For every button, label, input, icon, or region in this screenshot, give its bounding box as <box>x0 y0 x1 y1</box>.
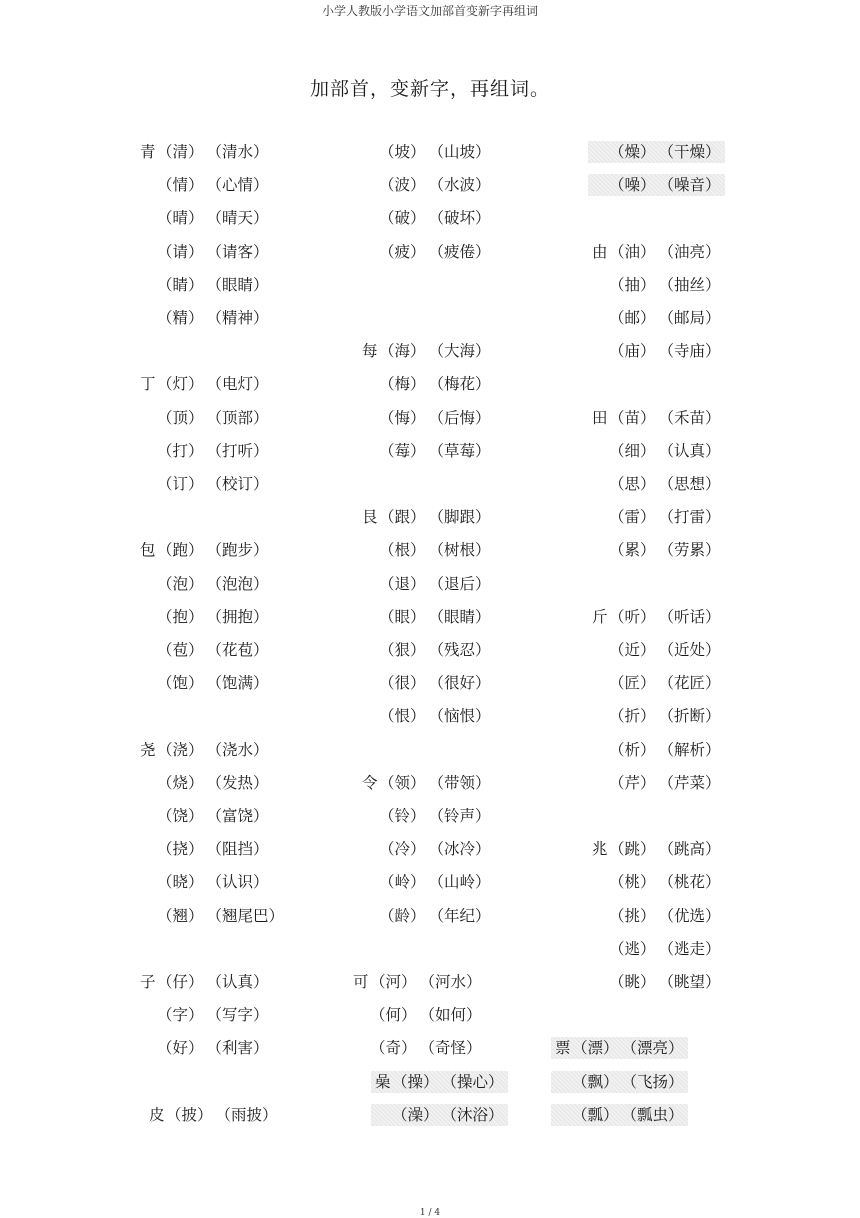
word-entry <box>362 241 491 263</box>
new-character: （芹） <box>609 773 656 792</box>
compound-word: （饱满） <box>206 674 269 693</box>
word-entry <box>362 772 491 794</box>
new-character: （饱） <box>157 674 204 693</box>
radical-root: 青 <box>140 143 156 161</box>
word-entry <box>592 905 721 927</box>
radical-root: 尧 <box>140 740 156 759</box>
word-entry <box>551 1037 688 1059</box>
word-entry <box>362 606 491 628</box>
word-entry <box>592 705 721 727</box>
new-character: （灯） <box>157 375 204 394</box>
word-entry <box>592 938 721 960</box>
compound-word: （大海） <box>428 342 491 361</box>
word-entry <box>588 174 725 196</box>
compound-word: （噪音） <box>658 176 721 195</box>
new-character: （抱） <box>157 607 204 626</box>
new-character: （悔） <box>379 408 426 427</box>
compound-word: （残忍） <box>428 641 491 659</box>
word-entry <box>362 672 491 694</box>
new-character: （苗） <box>609 408 656 427</box>
radical-root: 票 <box>555 1039 571 1058</box>
new-character: （泡） <box>157 574 204 593</box>
word-entry <box>592 340 721 362</box>
page-title: 加部首，变新字，再组词。 <box>309 78 550 100</box>
new-character: （领） <box>379 773 426 792</box>
new-character: （思） <box>609 475 656 493</box>
compound-word: （退后） <box>428 574 491 593</box>
word-entry <box>592 506 721 528</box>
new-character: （龄） <box>379 906 426 925</box>
compound-word: （逃走） <box>658 939 721 958</box>
compound-word: （近处） <box>658 641 721 659</box>
new-character: （雷） <box>609 508 656 527</box>
word-entry <box>140 672 269 694</box>
radical-root: 艮 <box>362 508 378 527</box>
radical-root: 子 <box>140 973 156 991</box>
new-character: （燥） <box>609 143 656 161</box>
word-entry <box>362 639 491 661</box>
compound-word: （山岭） <box>428 873 491 892</box>
new-character: （浇） <box>157 740 204 759</box>
word-entry <box>362 573 491 595</box>
new-character: （眺） <box>609 973 656 991</box>
new-character: （根） <box>379 541 426 560</box>
new-character: （精） <box>157 309 204 327</box>
compound-word: （晴天） <box>206 209 269 228</box>
compound-word: （树根） <box>428 541 491 560</box>
compound-word: （跑步） <box>206 541 269 560</box>
word-entry <box>140 407 269 429</box>
new-character: （澡） <box>392 1105 439 1124</box>
compound-word: （认识） <box>206 873 269 892</box>
new-character: （清） <box>157 143 204 161</box>
compound-word: （后悔） <box>428 408 491 427</box>
word-entry <box>592 871 721 893</box>
new-character: （漂） <box>572 1039 619 1058</box>
compound-word: （跳高） <box>658 840 721 859</box>
word-entry <box>140 838 269 860</box>
compound-word: （认真） <box>658 441 721 460</box>
new-character: （订） <box>157 475 204 493</box>
new-character: （跟） <box>379 508 426 527</box>
compound-word: （写字） <box>206 1006 269 1025</box>
word-entry <box>140 141 269 163</box>
word-entry <box>592 838 721 860</box>
compound-word: （操心） <box>441 1072 504 1091</box>
word-entry <box>140 772 269 794</box>
compound-word: （年纪） <box>428 906 491 925</box>
word-entry <box>140 739 269 761</box>
radical-root: 皮 <box>149 1105 165 1124</box>
compound-word: （芹菜） <box>658 773 721 792</box>
compound-word: （恼恨） <box>428 707 491 726</box>
radical-root: 每 <box>362 342 378 361</box>
compound-word: （劳累） <box>658 541 721 560</box>
word-entry <box>592 606 721 628</box>
new-character: （烧） <box>157 773 204 792</box>
word-entry <box>362 539 491 561</box>
compound-word: （很好） <box>428 674 491 693</box>
word-entry <box>362 340 491 362</box>
compound-word: （拥抱） <box>206 607 269 626</box>
new-character: （累） <box>609 541 656 560</box>
new-character: （跑） <box>157 541 204 560</box>
word-entry <box>140 573 269 595</box>
new-character: （顶） <box>157 408 204 427</box>
word-entry <box>592 440 721 462</box>
compound-word: （邮局） <box>658 309 721 327</box>
compound-word: （校订） <box>206 475 269 493</box>
compound-word: （优选） <box>658 906 721 925</box>
new-character: （岭） <box>379 873 426 892</box>
compound-word: （如何） <box>419 1006 482 1025</box>
new-character: （请） <box>157 242 204 261</box>
compound-word: （油亮） <box>658 242 721 261</box>
new-character: （冷） <box>379 840 426 859</box>
radical-root: 田 <box>592 408 608 427</box>
word-entry <box>592 407 721 429</box>
compound-word: （精神） <box>206 309 269 327</box>
compound-word: （草莓） <box>428 441 491 460</box>
compound-word: （山坡） <box>428 143 491 161</box>
new-character: （油） <box>609 242 656 261</box>
new-character: （字） <box>157 1006 204 1025</box>
compound-word: （带领） <box>428 773 491 792</box>
new-character: （逃） <box>609 939 656 958</box>
compound-word: （顶部） <box>206 408 269 427</box>
compound-word: （沐浴） <box>441 1105 504 1124</box>
new-character: （很） <box>379 674 426 693</box>
compound-word: （翘尾巴） <box>206 906 285 925</box>
word-entry <box>551 1071 688 1093</box>
compound-word: （打雷） <box>658 508 721 527</box>
word-entry <box>371 1071 508 1093</box>
new-character: （奇） <box>370 1039 417 1058</box>
compound-word: （心情） <box>206 176 269 195</box>
radical-root: 斤 <box>592 607 608 626</box>
new-character: （桃） <box>609 873 656 892</box>
compound-word: （发热） <box>206 773 269 792</box>
radical-root: 包 <box>140 541 156 560</box>
new-character: （仔） <box>157 973 204 991</box>
compound-word: （电灯） <box>206 375 269 394</box>
compound-word: （请客） <box>206 242 269 261</box>
word-entry <box>362 905 491 927</box>
new-character: （细） <box>609 441 656 460</box>
word-entry <box>371 1104 508 1126</box>
new-character: （铃） <box>379 807 426 825</box>
word-entry <box>362 174 491 196</box>
word-entry <box>592 772 721 794</box>
word-entry <box>362 207 491 229</box>
compound-word: （眺望） <box>658 973 721 991</box>
new-character: （退） <box>379 574 426 593</box>
new-character: （庙） <box>609 342 656 361</box>
new-character: （疲） <box>379 242 426 261</box>
new-character: （瓢） <box>572 1105 619 1124</box>
compound-word: （抽丝） <box>658 275 721 294</box>
word-entry <box>362 373 491 395</box>
word-entry <box>353 1004 482 1026</box>
radical-root: 丁 <box>140 375 156 394</box>
new-character: （河） <box>370 973 417 991</box>
word-entry <box>592 739 721 761</box>
new-character: （打） <box>157 441 204 460</box>
compound-word: （水波） <box>428 176 491 195</box>
page-header: 小学人教版小学语文加部首变新字再组词 <box>321 4 538 18</box>
compound-word: （干燥） <box>658 143 721 161</box>
word-entry <box>140 274 269 296</box>
radical-root: 令 <box>362 773 378 792</box>
compound-word: （认真） <box>206 973 269 991</box>
new-character: （披） <box>166 1105 213 1124</box>
compound-word: （浇水） <box>206 740 269 759</box>
word-entry <box>592 971 721 993</box>
new-character: （挠） <box>157 840 204 859</box>
new-character: （近） <box>609 641 656 659</box>
word-entry <box>140 971 269 993</box>
compound-word: （脚跟） <box>428 508 491 527</box>
compound-word: （利害） <box>206 1039 269 1058</box>
compound-word: （冰冷） <box>428 840 491 859</box>
word-entry <box>362 871 491 893</box>
compound-word: （瓢虫） <box>621 1105 684 1124</box>
new-character: （邮） <box>609 309 656 327</box>
compound-word: （花苞） <box>206 641 269 659</box>
word-entry <box>362 407 491 429</box>
compound-word: （打听） <box>206 441 269 460</box>
word-entry <box>140 871 269 893</box>
word-entry <box>592 539 721 561</box>
new-character: （情） <box>157 176 204 195</box>
compound-word: （梅花） <box>428 375 491 394</box>
word-entry <box>592 274 721 296</box>
radical-root: 可 <box>353 973 369 991</box>
word-entry <box>592 672 721 694</box>
word-entry <box>362 141 491 163</box>
compound-word: （破坏） <box>428 209 491 228</box>
new-character: （好） <box>157 1039 204 1058</box>
compound-word: （寺庙） <box>658 342 721 361</box>
word-entry <box>140 905 284 927</box>
word-entry <box>592 241 721 263</box>
word-entry <box>140 473 269 495</box>
word-entry <box>551 1104 688 1126</box>
new-character: （睛） <box>157 275 204 294</box>
word-entry <box>362 440 491 462</box>
new-character: （恨） <box>379 707 426 726</box>
radical-root: 兆 <box>592 840 608 859</box>
radical-root: 由 <box>592 242 608 261</box>
word-entry <box>362 805 491 827</box>
compound-word: （桃花） <box>658 873 721 892</box>
word-entry <box>140 606 269 628</box>
word-entry <box>353 971 482 993</box>
compound-word: （泡泡） <box>206 574 269 593</box>
compound-word: （阻挡） <box>206 840 269 859</box>
word-entry <box>592 473 721 495</box>
new-character: （挑） <box>609 906 656 925</box>
word-entry <box>140 207 269 229</box>
new-character: （折） <box>609 707 656 726</box>
new-character: （听） <box>609 607 656 626</box>
compound-word: （思想） <box>658 475 721 493</box>
new-character: （噪） <box>609 176 656 195</box>
word-entry <box>140 1037 269 1059</box>
word-entry <box>140 440 269 462</box>
word-entry <box>149 1104 278 1126</box>
word-entry <box>588 141 725 163</box>
new-character: （破） <box>379 209 426 228</box>
new-character: （抽） <box>609 275 656 294</box>
compound-word: （眼睛） <box>206 275 269 294</box>
compound-word: （眼睛） <box>428 607 491 626</box>
compound-word: （奇怪） <box>419 1039 482 1058</box>
word-entry <box>353 1037 482 1059</box>
new-character: （跳） <box>609 840 656 859</box>
compound-word: （折断） <box>658 707 721 726</box>
compound-word: （清水） <box>206 143 269 161</box>
word-entry <box>362 705 491 727</box>
word-entry <box>592 307 721 329</box>
compound-word: （铃声） <box>428 807 491 825</box>
new-character: （晴） <box>157 209 204 228</box>
compound-word: （漂亮） <box>621 1039 684 1058</box>
word-entry <box>140 307 269 329</box>
new-character: （狠） <box>379 641 426 659</box>
page-number: 1 / 4 <box>419 1208 441 1218</box>
new-character: （操） <box>392 1072 439 1091</box>
new-character: （海） <box>379 342 426 361</box>
new-character: （晓） <box>157 873 204 892</box>
new-character: （苞） <box>157 641 204 659</box>
new-character: （何） <box>370 1006 417 1025</box>
compound-word: （解析） <box>658 740 721 759</box>
new-character: （莓） <box>379 441 426 460</box>
compound-word: （听话） <box>658 607 721 626</box>
new-character: （翘） <box>157 906 204 925</box>
word-entry <box>362 506 491 528</box>
word-entry <box>592 639 721 661</box>
compound-word: （雨披） <box>215 1105 278 1124</box>
new-character: （梅） <box>379 375 426 394</box>
new-character: （匠） <box>609 674 656 693</box>
new-character: （波） <box>379 176 426 195</box>
compound-word: （花匠） <box>658 674 721 693</box>
compound-word: （禾苗） <box>658 408 721 427</box>
compound-word: （河水） <box>419 973 482 991</box>
compound-word: （飞扬） <box>621 1072 684 1091</box>
word-entry <box>362 838 491 860</box>
new-character: （眼） <box>379 607 426 626</box>
word-entry <box>140 373 269 395</box>
compound-word: （富饶） <box>206 807 269 825</box>
radical-root: 喿 <box>375 1072 391 1091</box>
word-entry <box>140 639 269 661</box>
word-entry <box>140 539 269 561</box>
word-entry <box>140 174 269 196</box>
word-entry <box>140 241 269 263</box>
new-character: （析） <box>609 740 656 759</box>
new-character: （饶） <box>157 807 204 825</box>
new-character: （飘） <box>572 1072 619 1091</box>
word-entry <box>140 1004 269 1026</box>
word-entry <box>140 805 269 827</box>
new-character: （坡） <box>379 143 426 161</box>
compound-word: （疲倦） <box>428 242 491 261</box>
